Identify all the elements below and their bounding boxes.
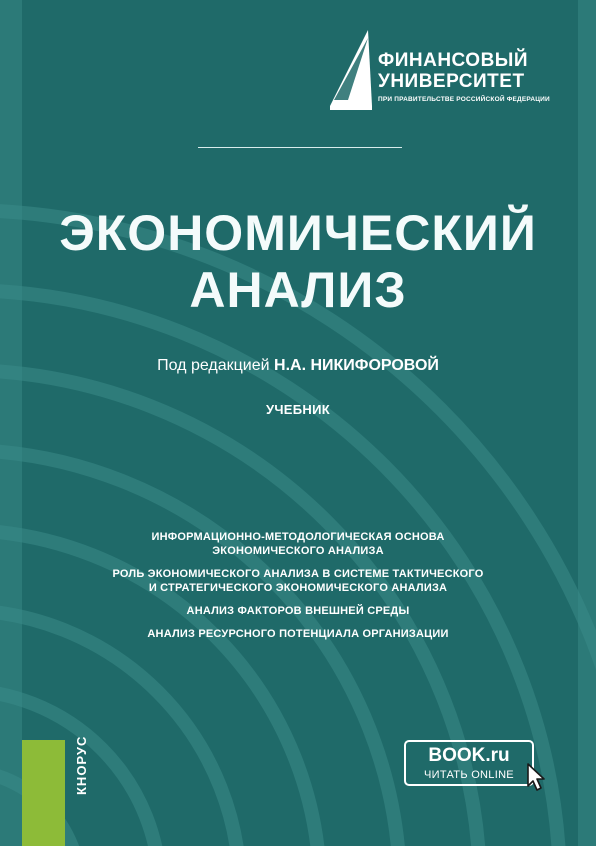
- topic-line: РОЛЬ ЭКОНОМИЧЕСКОГО АНАЛИЗА В СИСТЕМЕ ТАКТИЧЕСКОГО: [112, 568, 484, 580]
- book-title-line1: ЭКОНОМИЧЕСКИЙ: [59, 205, 537, 261]
- badge-read-online: ЧИТАТЬ ONLINE: [424, 769, 514, 781]
- university-name-line2: УНИВЕРСИТЕТ: [378, 71, 525, 92]
- topic-line: АНАЛИЗ РЕСУРСНОГО ПОТЕНЦИАЛА ОРГАНИЗАЦИИ: [147, 628, 449, 640]
- topic-item: [0, 627, 596, 641]
- book-kind: УЧЕБНИК: [265, 402, 330, 417]
- editor-prefix: Под редакцией: [157, 357, 270, 374]
- divider-line: [198, 147, 402, 148]
- university-subtitle: ПРИ ПРАВИТЕЛЬСТВЕ РОССИЙСКОЙ ФЕДЕРАЦИИ: [378, 96, 550, 103]
- topic-line: ЭКОНОМИЧЕСКОГО АНАЛИЗА: [212, 545, 384, 557]
- editor-name: Н.А. НИКИФОРОВОЙ: [274, 357, 439, 374]
- publisher-name: КНОРУС: [74, 735, 89, 795]
- topic-item: [0, 604, 596, 618]
- topic-line: ИНФОРМАЦИОННО-МЕТОДОЛОГИЧЕСКАЯ ОСНОВА: [151, 531, 445, 543]
- book-title-line2: АНАЛИЗ: [189, 262, 407, 318]
- badge-brand: BOOK.ru: [428, 745, 510, 766]
- sail-emblem-icon: [328, 30, 374, 110]
- topic-line: И СТРАТЕГИЧЕСКОГО ЭКОНОМИЧЕСКОГО АНАЛИЗА: [148, 582, 448, 594]
- topics-list: [0, 530, 596, 650]
- topic-item: [0, 567, 596, 595]
- topic-item: [0, 530, 596, 558]
- topic-line: АНАЛИЗ ФАКТОРОВ ВНЕШНЕЙ СРЕДЫ: [186, 605, 410, 617]
- university-name-line1: ФИНАНСОВЫЙ: [378, 50, 529, 71]
- editor-credit: [0, 357, 596, 375]
- book-ru-badge[interactable]: [404, 740, 534, 786]
- cursor-arrow-icon: [526, 762, 548, 792]
- publisher-color-block: [22, 740, 65, 846]
